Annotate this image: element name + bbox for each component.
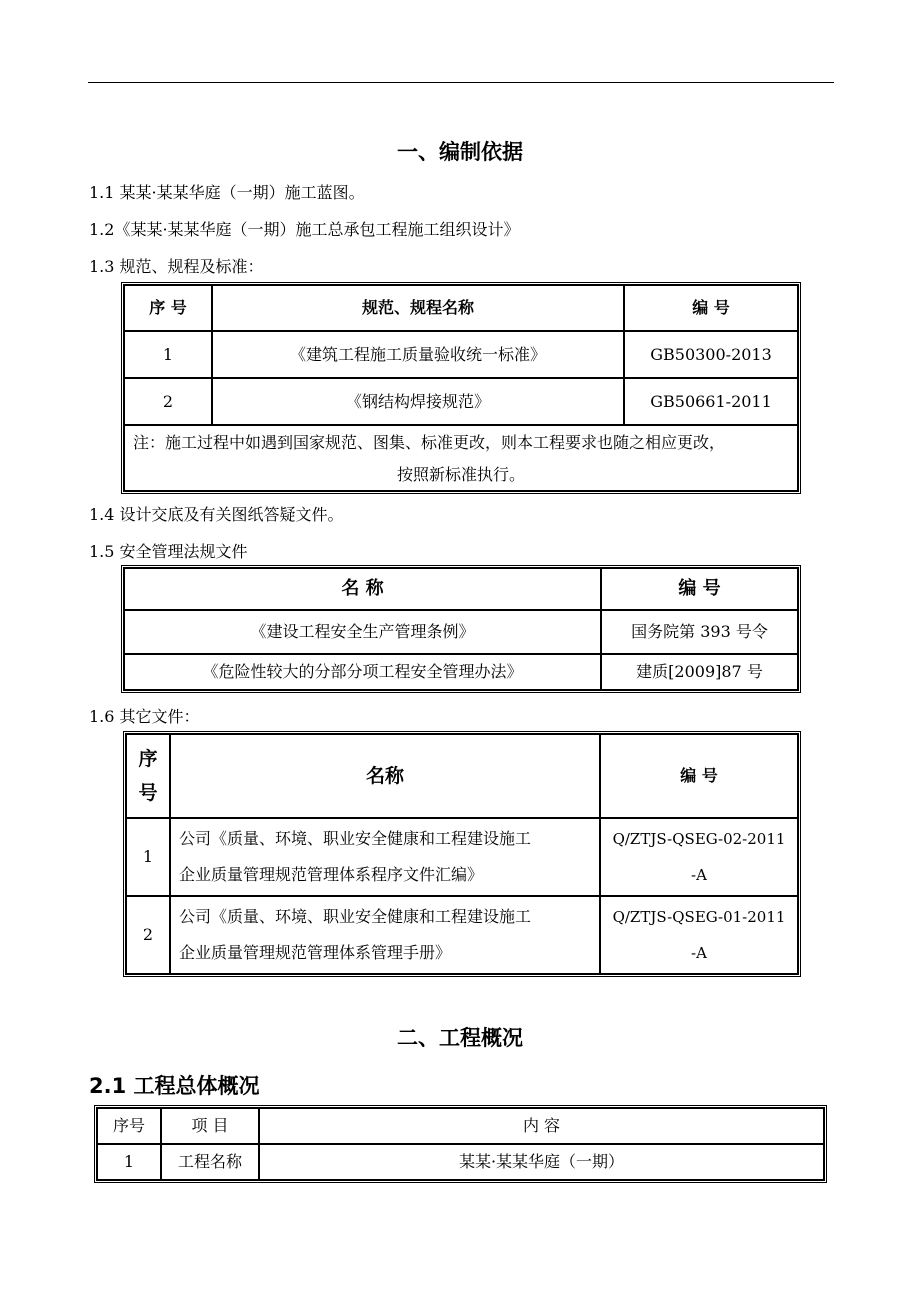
col-header-seq-line-1: 序	[138, 748, 158, 770]
cell-name-line-1: 公司《质量、环境、职业安全健康和工程建设施工	[179, 829, 532, 848]
table-header-row	[124, 568, 798, 610]
subsection-2-1-title: 2.1 工程总体概况	[89, 1074, 260, 1098]
col-header-code: 编 号	[601, 568, 798, 610]
table-header-row	[124, 285, 798, 331]
note-line-1: 注：施工过程中如遇到国家规范、图集、标准更改，则本工程要求也随之相应更改，	[133, 433, 726, 452]
cell-name	[170, 818, 600, 896]
item-1-1: 1.1 某某·某某华庭（一期）施工蓝图。	[89, 183, 365, 202]
project-overview-table	[94, 1105, 827, 1183]
cell-seq: 1	[97, 1144, 161, 1180]
item-1-5: 1.5 安全管理法规文件	[89, 542, 248, 561]
item-1-2: 1.2《某某·某某华庭（一期）施工总承包工程施工组织设计》	[89, 220, 520, 239]
cell-code-line-1: Q/ZTJS-QSEG-01-2011	[612, 908, 786, 926]
cell-name-line-2: 企业质量管理规范管理体系程序文件汇编》	[179, 865, 484, 884]
cell-code: 国务院第 393 号令	[601, 610, 798, 654]
cell-name: 《建筑工程施工质量验收统一标准》	[212, 331, 624, 378]
table-row	[124, 331, 798, 378]
col-header-seq: 序号	[97, 1108, 161, 1144]
cell-code: 建质[2009]87 号	[601, 654, 798, 690]
section-1-title: 一、编制依据	[397, 140, 523, 164]
cell-code-line-2: -A	[691, 944, 707, 962]
section-2-title: 二、工程概况	[397, 1026, 523, 1050]
table-row	[124, 654, 798, 690]
item-1-4: 1.4 设计交底及有关图纸答疑文件。	[89, 505, 344, 524]
cell-code	[600, 818, 798, 896]
col-header-content: 内 容	[259, 1108, 824, 1144]
table-row	[124, 378, 798, 425]
table-row	[126, 896, 798, 974]
cell-seq: 2	[124, 378, 212, 425]
header-rule	[88, 82, 834, 83]
cell-name-line-1: 公司《质量、环境、职业安全健康和工程建设施工	[179, 907, 532, 926]
standards-table	[121, 282, 801, 494]
cell-name	[170, 896, 600, 974]
safety-regulations-table	[121, 565, 801, 693]
col-header-name: 规范、规程名称	[212, 285, 624, 331]
cell-code: GB50661-2011	[624, 378, 798, 425]
col-header-code: 编 号	[624, 285, 798, 331]
cell-name: 《建设工程安全生产管理条例》	[124, 610, 601, 654]
col-header-name: 名称	[170, 734, 600, 818]
col-header-item: 项 目	[161, 1108, 259, 1144]
cell-code: GB50300-2013	[624, 331, 798, 378]
cell-name: 《钢结构焊接规范》	[212, 378, 624, 425]
table-row	[126, 818, 798, 896]
cell-content: 某某·某某华庭（一期）	[259, 1144, 824, 1180]
cell-code-line-1: Q/ZTJS-QSEG-02-2011	[612, 830, 786, 848]
col-header-name: 名 称	[124, 568, 601, 610]
table-row	[97, 1144, 824, 1180]
col-header-seq	[126, 734, 170, 818]
table-header-row	[97, 1108, 824, 1144]
cell-seq: 1	[126, 818, 170, 896]
note-cell	[124, 425, 798, 491]
item-1-3: 1.3 规范、规程及标准：	[89, 257, 264, 276]
col-header-seq: 序 号	[124, 285, 212, 331]
cell-seq: 1	[124, 331, 212, 378]
item-1-6: 1.6 其它文件：	[89, 707, 200, 726]
table-row	[124, 610, 798, 654]
col-header-code: 编 号	[600, 734, 798, 818]
cell-code	[600, 896, 798, 974]
other-documents-table	[123, 731, 801, 977]
cell-seq: 2	[126, 896, 170, 974]
cell-name: 《危险性较大的分部分项工程安全管理办法》	[124, 654, 601, 690]
cell-code-line-2: -A	[691, 866, 707, 884]
cell-item: 工程名称	[161, 1144, 259, 1180]
cell-name-line-2: 企业质量管理规范管理体系管理手册》	[179, 943, 452, 962]
col-header-seq-line-2: 号	[138, 782, 158, 804]
note-line-2: 按照新标准执行。	[396, 465, 525, 484]
note-row	[124, 425, 798, 491]
table-header-row	[126, 734, 798, 818]
